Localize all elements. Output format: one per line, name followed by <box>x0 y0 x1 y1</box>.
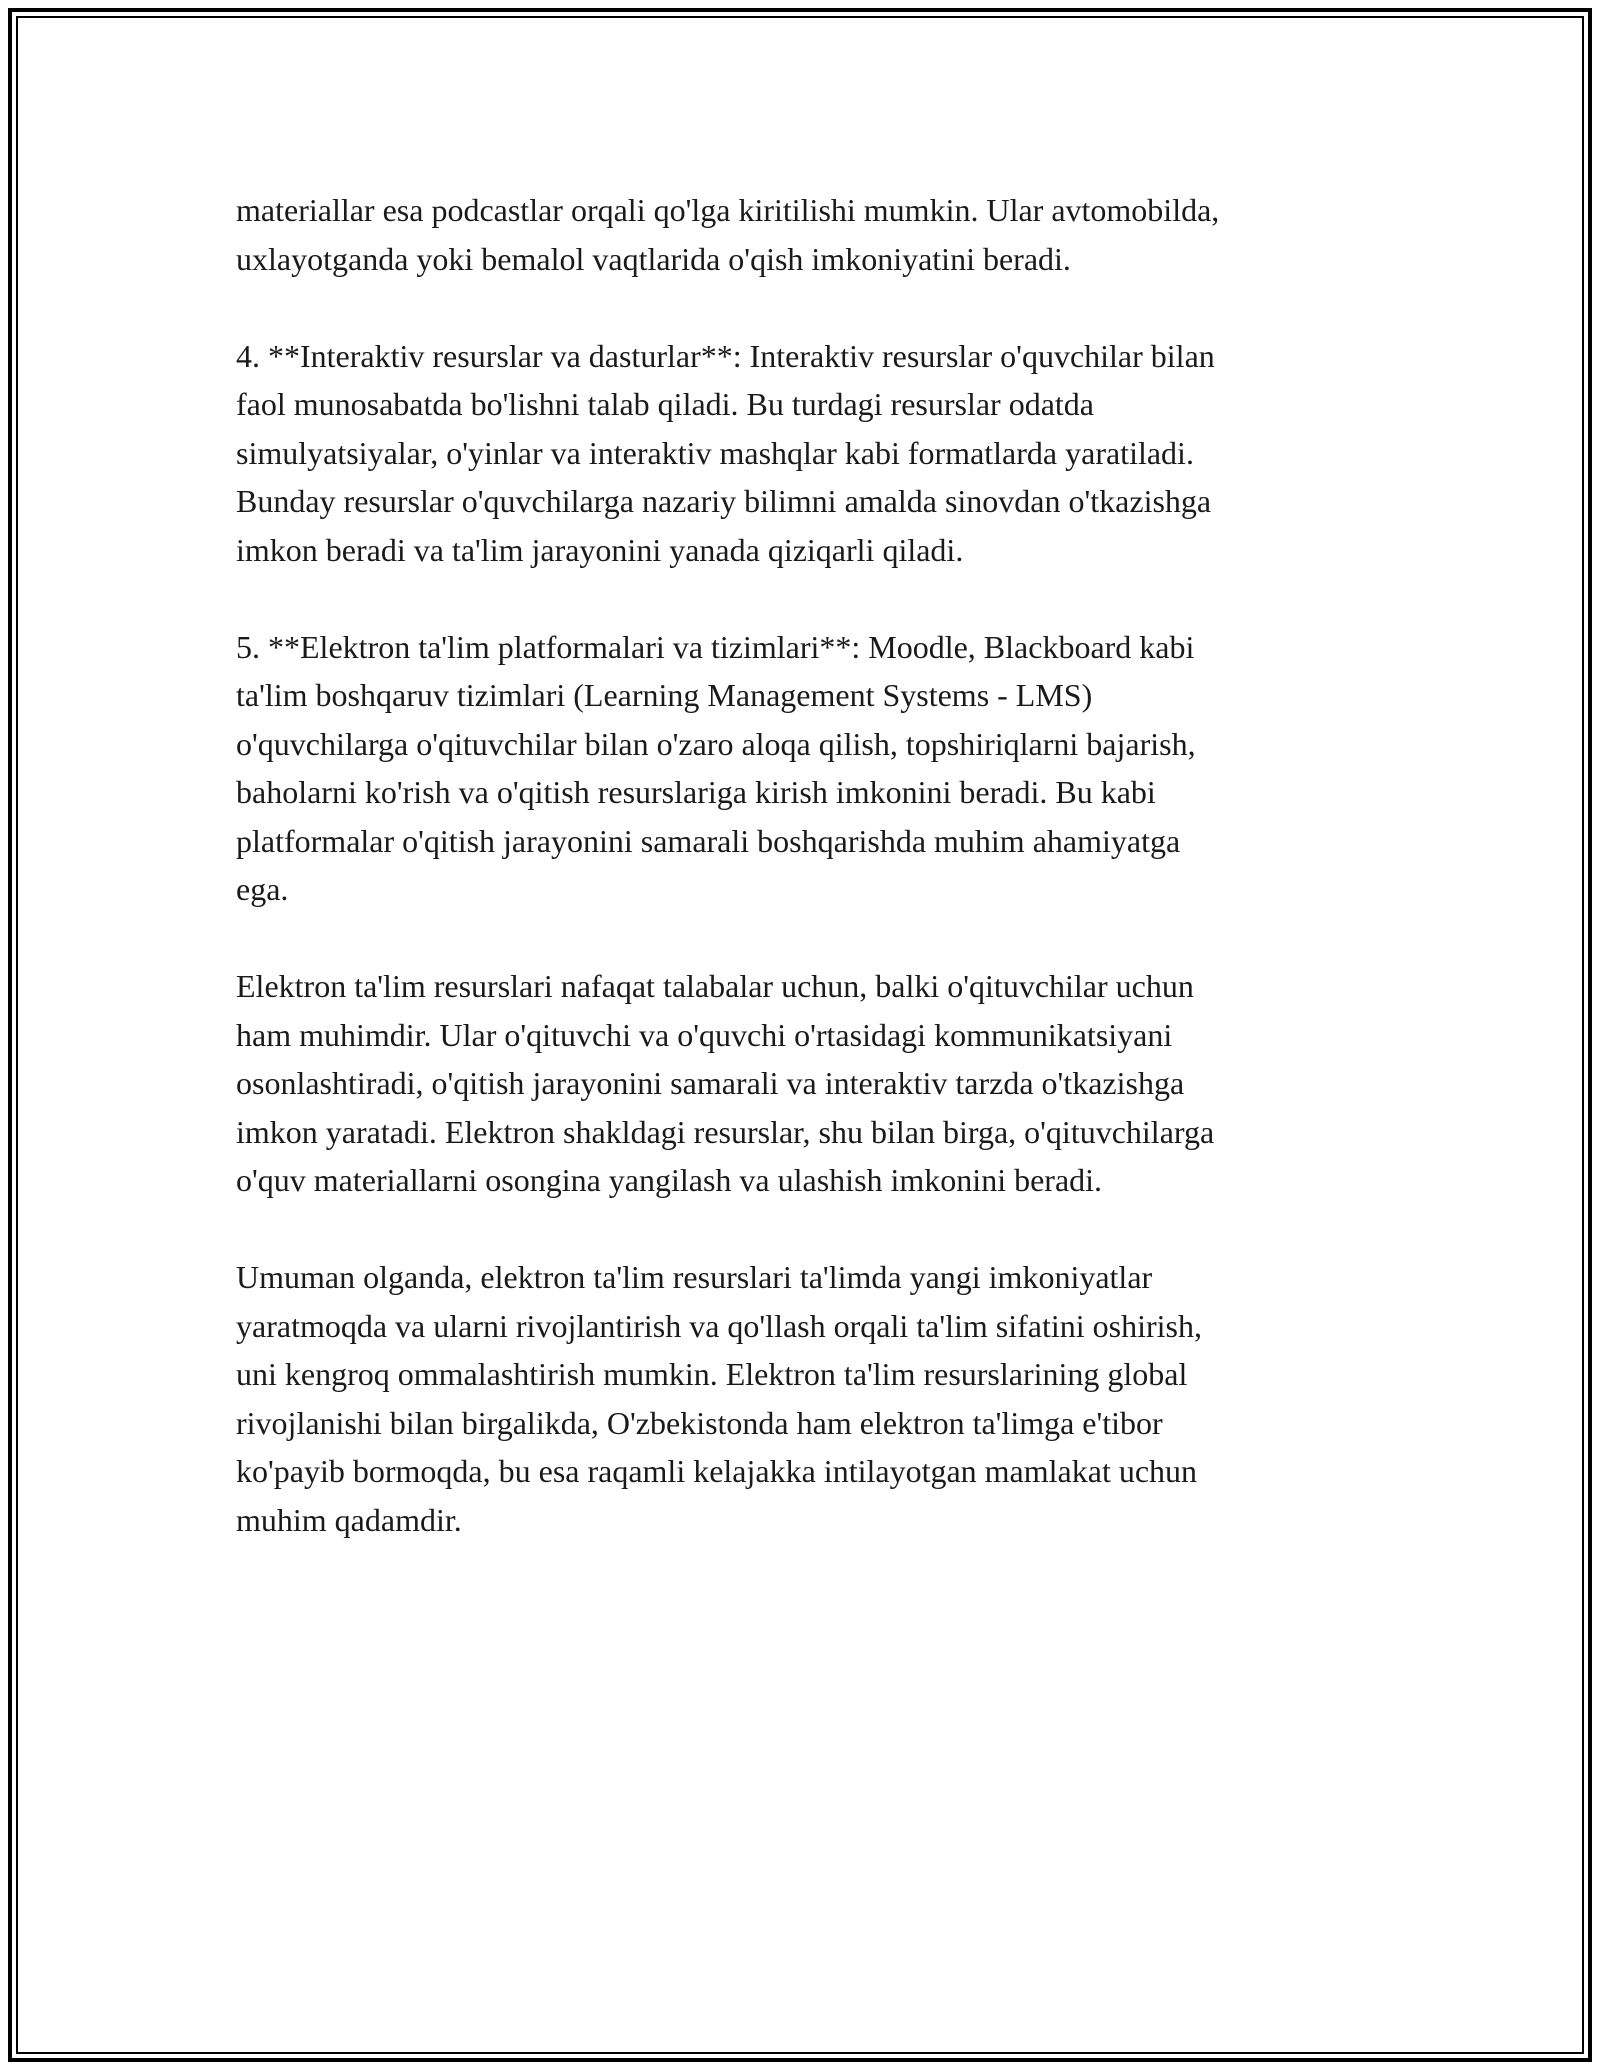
paragraph-item-5 <box>236 623 1376 914</box>
text-line: ko'payib bormoqda, bu esa raqamli kelajakka intilayotgan mamlakat uchun <box>236 1453 1198 1489</box>
text-line: ham muhimdir. Ular o'qituvchi va o'quvchi o'rtasidagi kommunikatsiyani <box>236 1016 1173 1053</box>
text-line: 5. **Elektron ta'lim platformalari va tizimlari**: Moodle, Blackboard kabi <box>236 628 1195 665</box>
text-line: 4. **Interaktiv resurslar va dasturlar**: Interaktiv resurslar o'quvchilar bilan <box>236 337 1215 374</box>
text-line: materiallar esa podcastlar orqali qo'lga kiritilishi mumkin. Ular avtomobilda, <box>236 192 1220 228</box>
text-line: simulyatsiyalar, o'yinlar va interaktiv mashqlar kabi formatlarda yaratiladi. <box>236 434 1194 471</box>
text-line: imkon yaratadi. Elektron shakldagi resurslar, shu bilan birga, o'qituvchilarga <box>236 1113 1215 1150</box>
text-line: ega. <box>236 871 289 907</box>
text-line: osonlashtiradi, o'qitish jarayonini samarali va interaktiv tarzda o'tkazishga <box>236 1065 1185 1101</box>
paragraph-item-4 <box>236 332 1376 575</box>
text-line: yaratmoqda va ularni rivojlantirish va qo'llash orqali ta'lim sifatini oshirish, <box>236 1307 1202 1344</box>
text-line: o'quv materiallarni osongina yangilash va ulashish imkonini beradi. <box>236 1162 1103 1198</box>
paragraph-teachers-paragraph <box>236 962 1376 1205</box>
text-line: Bunday resurslar o'quvchilarga nazariy bilimni amalda sinovdan o'tkazishga <box>236 483 1212 519</box>
text-line: Umuman olganda, elektron ta'lim resurslari ta'limda yangi imkoniyatlar <box>236 1259 1153 1295</box>
text-line: uni kengroq ommalashtirish mumkin. Elektron ta'lim resurslarining global <box>236 1356 1188 1392</box>
text-line: ta'lim boshqaruv tizimlari (Learning Management Systems - LMS) <box>236 677 1093 713</box>
text-line: faol munosabatda bo'lishni talab qiladi. Bu turdagi resurslar odatda <box>236 386 1094 422</box>
text-line: muhim qadamdir. <box>236 1501 462 1538</box>
paragraph-conclusion <box>236 1253 1376 1544</box>
text-line: rivojlanishi bilan birgalikda, O'zbekistonda ham elektron ta'limga e'tibor <box>236 1404 1163 1441</box>
text-line: uxlayotganda yoki bemalol vaqtlarida o'qish imkoniyatini beradi. <box>236 240 1071 277</box>
text-line: imkon beradi va ta'lim jarayonini yanada qiziqarli qiladi. <box>236 531 964 568</box>
text-line: platformalar o'qitish jarayonini samarali boshqarishda muhim ahamiyatga <box>236 822 1181 859</box>
text-line: o'quvchilarga o'qituvchilar bilan o'zaro aloqa qilish, topshiriqlarni bajarish, <box>236 725 1196 762</box>
document-body <box>236 186 1376 1593</box>
text-line: baholarni ko'rish va o'qitish resurslariga kirish imkonini beradi. Bu kabi <box>236 774 1156 810</box>
paragraph-intro-continuation <box>236 186 1376 283</box>
text-line: Elektron ta'lim resurslari nafaqat talabalar uchun, balki o'qituvchilar uchun <box>236 968 1194 1004</box>
